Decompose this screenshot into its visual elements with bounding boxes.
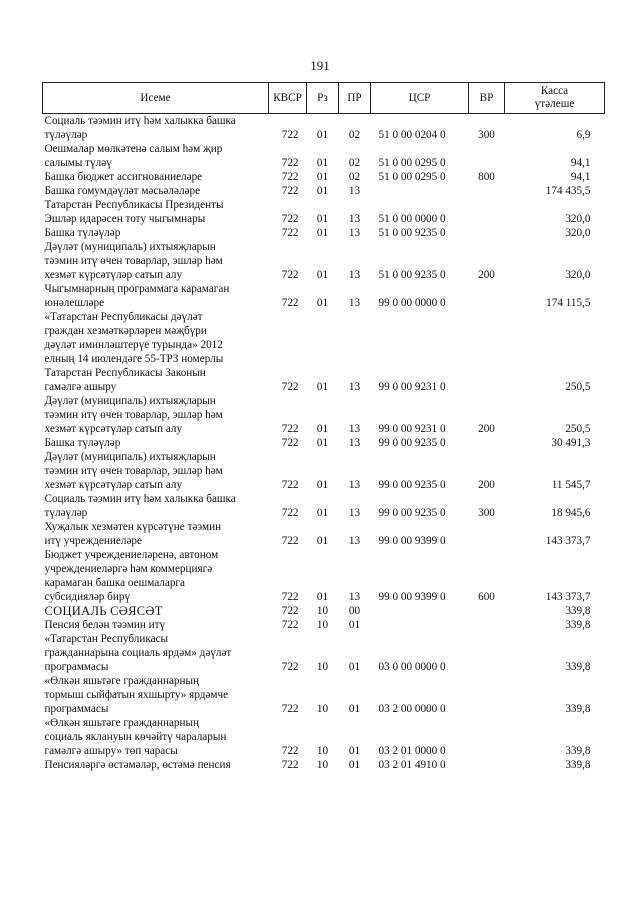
cell-name: Бюджет учреждениеләренә, автоном учреждениеләргә һәм коммерциягә карамаган башка оешмаларга субсидияләр бирү xyxy=(44,549,219,603)
cell-kvsr: 722 xyxy=(281,535,299,547)
table-row xyxy=(43,674,605,716)
table-row xyxy=(43,492,605,520)
cell-sum: 143 373,7 xyxy=(545,591,591,603)
cell-sum: 94,1 xyxy=(570,157,591,169)
cell-sum: 339,8 xyxy=(565,759,591,771)
table-row xyxy=(43,198,605,226)
cell-name: Башка бюджет ассигнованиеләре xyxy=(44,171,203,183)
cell-csr: 99 0 00 9231 0 xyxy=(378,423,446,435)
cell-name: Чыгымнарның программага карамаган юнәлешләре xyxy=(44,283,230,309)
cell-name: СОЦИАЛЬ СӘЯСӘТ xyxy=(44,604,163,618)
cell-name: Татарстан Республикасы Президенты Эшләр идарәсен тоту чыгымнары xyxy=(44,199,224,225)
cell-csr: 51 0 00 0295 0 xyxy=(378,171,446,183)
cell-sum: 174 435,5 xyxy=(545,185,591,197)
cell-csr: 03 0 00 0000 0 xyxy=(378,661,446,673)
cell-kvsr: 722 xyxy=(281,423,299,435)
cell-sum: 6,9 xyxy=(576,129,591,141)
table-row xyxy=(43,436,605,450)
cell-vr xyxy=(469,310,505,394)
cell-rz: 01 xyxy=(316,157,329,169)
cell-rz: 01 xyxy=(316,591,329,603)
cell-rz: 10 xyxy=(316,745,329,757)
table-row xyxy=(43,716,605,758)
cell-rz: 01 xyxy=(316,129,329,141)
cell-kvsr: 722 xyxy=(281,157,299,169)
cell-csr: 51 0 00 0295 0 xyxy=(378,157,446,169)
cell-rz: 01 xyxy=(316,507,329,519)
cell-pr: 13 xyxy=(348,479,361,491)
cell-name: Дәүләт (муниципаль) ихтыяҗларын тәэмин итү өчен товарлар, эшләр һәм хезмәт күрсәтүләр сатып алу xyxy=(44,395,223,435)
cell-sum: 339,8 xyxy=(565,605,591,617)
cell-vr: 200 xyxy=(478,423,495,435)
table-row xyxy=(43,520,605,548)
cell-pr: 13 xyxy=(348,437,361,449)
cell-rz: 01 xyxy=(316,269,329,281)
cell-csr: 51 0 00 9235 0 xyxy=(378,269,446,281)
cell-name: Дәүләт (муниципаль) ихтыяҗларын тәэмин итү өчен товарлар, эшләр һәм хезмәт күрсәтүләр сатып алу xyxy=(44,241,223,281)
cell-rz: 01 xyxy=(316,479,329,491)
cell-pr: 02 xyxy=(348,129,361,141)
cell-vr xyxy=(469,184,505,198)
cell-kvsr: 722 xyxy=(281,661,299,673)
header-pr: ПР xyxy=(339,83,371,114)
cell-sum: 320,0 xyxy=(565,269,591,281)
cell-sum: 339,8 xyxy=(565,661,591,673)
table-row xyxy=(43,114,605,143)
cell-name: «Татарстан Республикасы гражданнарына социаль ярдәм» дәүләт программасы xyxy=(44,633,232,673)
cell-kvsr: 722 xyxy=(281,185,299,197)
cell-vr xyxy=(469,436,505,450)
cell-sum: 11 545,7 xyxy=(551,479,591,491)
cell-vr xyxy=(469,198,505,226)
cell-vr xyxy=(469,716,505,758)
cell-csr: 99 0 00 9399 0 xyxy=(378,535,446,547)
cell-name: Социаль тәэмин итү һәм халыкка башка түләүләр xyxy=(44,493,236,519)
cell-sum: 339,8 xyxy=(565,703,591,715)
cell-kvsr: 722 xyxy=(281,297,299,309)
cell-sum: 174 115,5 xyxy=(546,297,591,309)
table-row xyxy=(43,240,605,282)
header-kvsr: КВСР xyxy=(269,83,307,114)
table-header xyxy=(43,83,605,114)
cell-csr: 03 2 01 4910 0 xyxy=(378,759,446,771)
cell-rz: 01 xyxy=(316,213,329,225)
budget-table xyxy=(42,82,605,772)
cell-sum: 339,8 xyxy=(565,619,591,631)
cell-vr xyxy=(469,674,505,716)
cell-pr: 01 xyxy=(348,619,361,631)
cell-pr: 01 xyxy=(348,661,361,673)
table-row xyxy=(43,632,605,674)
cell-pr: 13 xyxy=(348,269,361,281)
cell-csr: 03 2 01 0000 0 xyxy=(378,745,446,757)
cell-csr: 99 0 00 9399 0 xyxy=(378,591,446,603)
cell-csr: 03 2 00 0000 0 xyxy=(378,703,446,715)
cell-vr xyxy=(469,520,505,548)
cell-rz: 01 xyxy=(316,381,329,393)
table-row xyxy=(43,142,605,170)
cell-csr: 51 0 00 0000 0 xyxy=(378,213,446,225)
cell-kvsr: 722 xyxy=(281,171,299,183)
cell-pr: 00 xyxy=(348,605,361,617)
cell-kvsr: 722 xyxy=(281,507,299,519)
cell-kvsr: 722 xyxy=(281,269,299,281)
table-row xyxy=(43,394,605,436)
cell-pr: 01 xyxy=(348,759,361,771)
cell-csr: 51 0 00 9235 0 xyxy=(378,227,446,239)
cell-name: Пенсия белән тәэмин итү xyxy=(44,619,166,631)
cell-csr xyxy=(371,184,469,198)
cell-pr: 13 xyxy=(348,185,361,197)
cell-csr: 99 0 00 9235 0 xyxy=(378,507,446,519)
cell-name: «Өлкән яшьтәге гражданнарның социаль яклануын көчәйтү чараларын гамәлгә ашыру» төп чарасы xyxy=(44,717,227,757)
cell-vr: 600 xyxy=(478,591,495,603)
table-row xyxy=(43,618,605,632)
cell-rz: 01 xyxy=(316,227,329,239)
cell-rz: 10 xyxy=(316,619,329,631)
cell-pr: 01 xyxy=(348,703,361,715)
header-csr: ЦСР xyxy=(371,83,469,114)
cell-kvsr: 722 xyxy=(281,759,299,771)
cell-vr xyxy=(469,142,505,170)
cell-name: Оешмалар мөлкәтенә салым һәм җир салымы түләү xyxy=(44,143,223,169)
cell-csr xyxy=(371,618,469,632)
cell-rz: 01 xyxy=(316,297,329,309)
cell-vr xyxy=(469,758,505,772)
cell-vr xyxy=(469,226,505,240)
cell-kvsr: 722 xyxy=(281,129,299,141)
cell-csr: 99 0 00 0000 0 xyxy=(378,297,446,309)
cell-pr: 13 xyxy=(348,227,361,239)
cell-rz: 10 xyxy=(316,661,329,673)
cell-csr: 99 0 00 9235 0 xyxy=(378,437,446,449)
cell-pr: 13 xyxy=(348,507,361,519)
cell-kvsr: 722 xyxy=(281,227,299,239)
cell-name: «Татарстан Республикасы дәүләт граждан хезмәткәрләрен мәҗбүри дәүләт иминләштерүе турында» 2012 елның 14 июлендәге 55-ТРЗ номерлы Татарстан Республикасы Законын гамәлгә ашыру xyxy=(44,311,224,393)
cell-pr: 13 xyxy=(348,297,361,309)
cell-vr xyxy=(469,632,505,674)
cell-kvsr: 722 xyxy=(281,381,299,393)
cell-name: Пенсияләргә өстәмәләр, өстәмә пенсия xyxy=(44,759,231,771)
cell-sum: 339,8 xyxy=(565,745,591,757)
table-row xyxy=(43,310,605,394)
cell-sum: 94,1 xyxy=(570,171,591,183)
cell-name: Дәүләт (муниципаль) ихтыяҗларын тәэмин итү өчен товарлар, эшләр һәм хезмәт күрсәтүләр сатып алу xyxy=(44,451,223,491)
cell-rz: 01 xyxy=(316,423,329,435)
cell-kvsr: 722 xyxy=(281,619,299,631)
cell-rz: 01 xyxy=(316,171,329,183)
cell-sum: 320,0 xyxy=(565,227,591,239)
cell-rz: 10 xyxy=(316,605,329,617)
cell-kvsr: 722 xyxy=(281,605,299,617)
cell-rz: 10 xyxy=(316,703,329,715)
table-body xyxy=(43,114,605,773)
cell-sum: 30 491,3 xyxy=(551,437,591,449)
cell-name: «Өлкән яшьтәге гражданнарның тормыш сыйфатын яхшырту» ярдәмче программасы xyxy=(44,675,229,715)
cell-vr: 300 xyxy=(478,507,495,519)
page-number: 191 xyxy=(310,58,330,73)
cell-name: Башка түләүләр xyxy=(44,227,121,239)
table-row xyxy=(43,226,605,240)
cell-kvsr: 722 xyxy=(281,479,299,491)
cell-vr: 800 xyxy=(478,171,495,183)
table-row xyxy=(43,170,605,184)
cell-kvsr: 722 xyxy=(281,437,299,449)
cell-kvsr: 722 xyxy=(281,591,299,603)
table-row xyxy=(43,548,605,604)
cell-pr: 13 xyxy=(348,423,361,435)
cell-sum: 250,5 xyxy=(565,381,591,393)
cell-pr: 02 xyxy=(348,157,361,169)
cell-kvsr: 722 xyxy=(281,213,299,225)
header-vr: ВР xyxy=(469,83,505,114)
cell-name: Башка гомумдәүләт мәсьәләләре xyxy=(44,185,201,197)
header-sum: Касса үтәлеше xyxy=(505,83,605,114)
cell-vr: 300 xyxy=(478,129,495,141)
cell-pr: 13 xyxy=(348,381,361,393)
section-row xyxy=(43,604,605,618)
cell-pr: 01 xyxy=(348,745,361,757)
cell-name: Хуҗалык хезмәтен күрсәтүне тәэмин итү учреждениеләре xyxy=(44,521,222,547)
cell-vr xyxy=(469,604,505,618)
cell-rz: 10 xyxy=(316,759,329,771)
header-name: Исеме xyxy=(43,83,269,114)
cell-pr: 13 xyxy=(348,535,361,547)
cell-vr: 200 xyxy=(478,479,495,491)
cell-sum: 250,5 xyxy=(565,423,591,435)
table-row xyxy=(43,184,605,198)
table-row xyxy=(43,758,605,772)
cell-name: Башка түләүләр xyxy=(44,437,121,449)
cell-csr xyxy=(371,604,469,618)
cell-sum: 143 373,7 xyxy=(545,535,591,547)
cell-rz: 01 xyxy=(316,535,329,547)
cell-kvsr: 722 xyxy=(281,745,299,757)
cell-vr xyxy=(469,282,505,310)
cell-rz: 01 xyxy=(316,185,329,197)
cell-name: Социаль тәэмин итү һәм халыкка башка түләүләр xyxy=(44,115,236,141)
cell-csr: 99 0 00 9231 0 xyxy=(378,381,446,393)
table-row xyxy=(43,282,605,310)
cell-csr: 99 0 00 9235 0 xyxy=(378,479,446,491)
cell-rz: 01 xyxy=(316,437,329,449)
header-rz: Рз xyxy=(307,83,339,114)
cell-pr: 02 xyxy=(348,171,361,183)
cell-csr: 51 0 00 0204 0 xyxy=(378,129,446,141)
table-row xyxy=(43,450,605,492)
cell-pr: 13 xyxy=(348,213,361,225)
cell-sum: 18 945,6 xyxy=(551,507,591,519)
cell-pr: 13 xyxy=(348,591,361,603)
cell-vr xyxy=(469,618,505,632)
cell-kvsr: 722 xyxy=(281,703,299,715)
cell-sum: 320,0 xyxy=(565,213,591,225)
cell-vr: 200 xyxy=(478,269,495,281)
